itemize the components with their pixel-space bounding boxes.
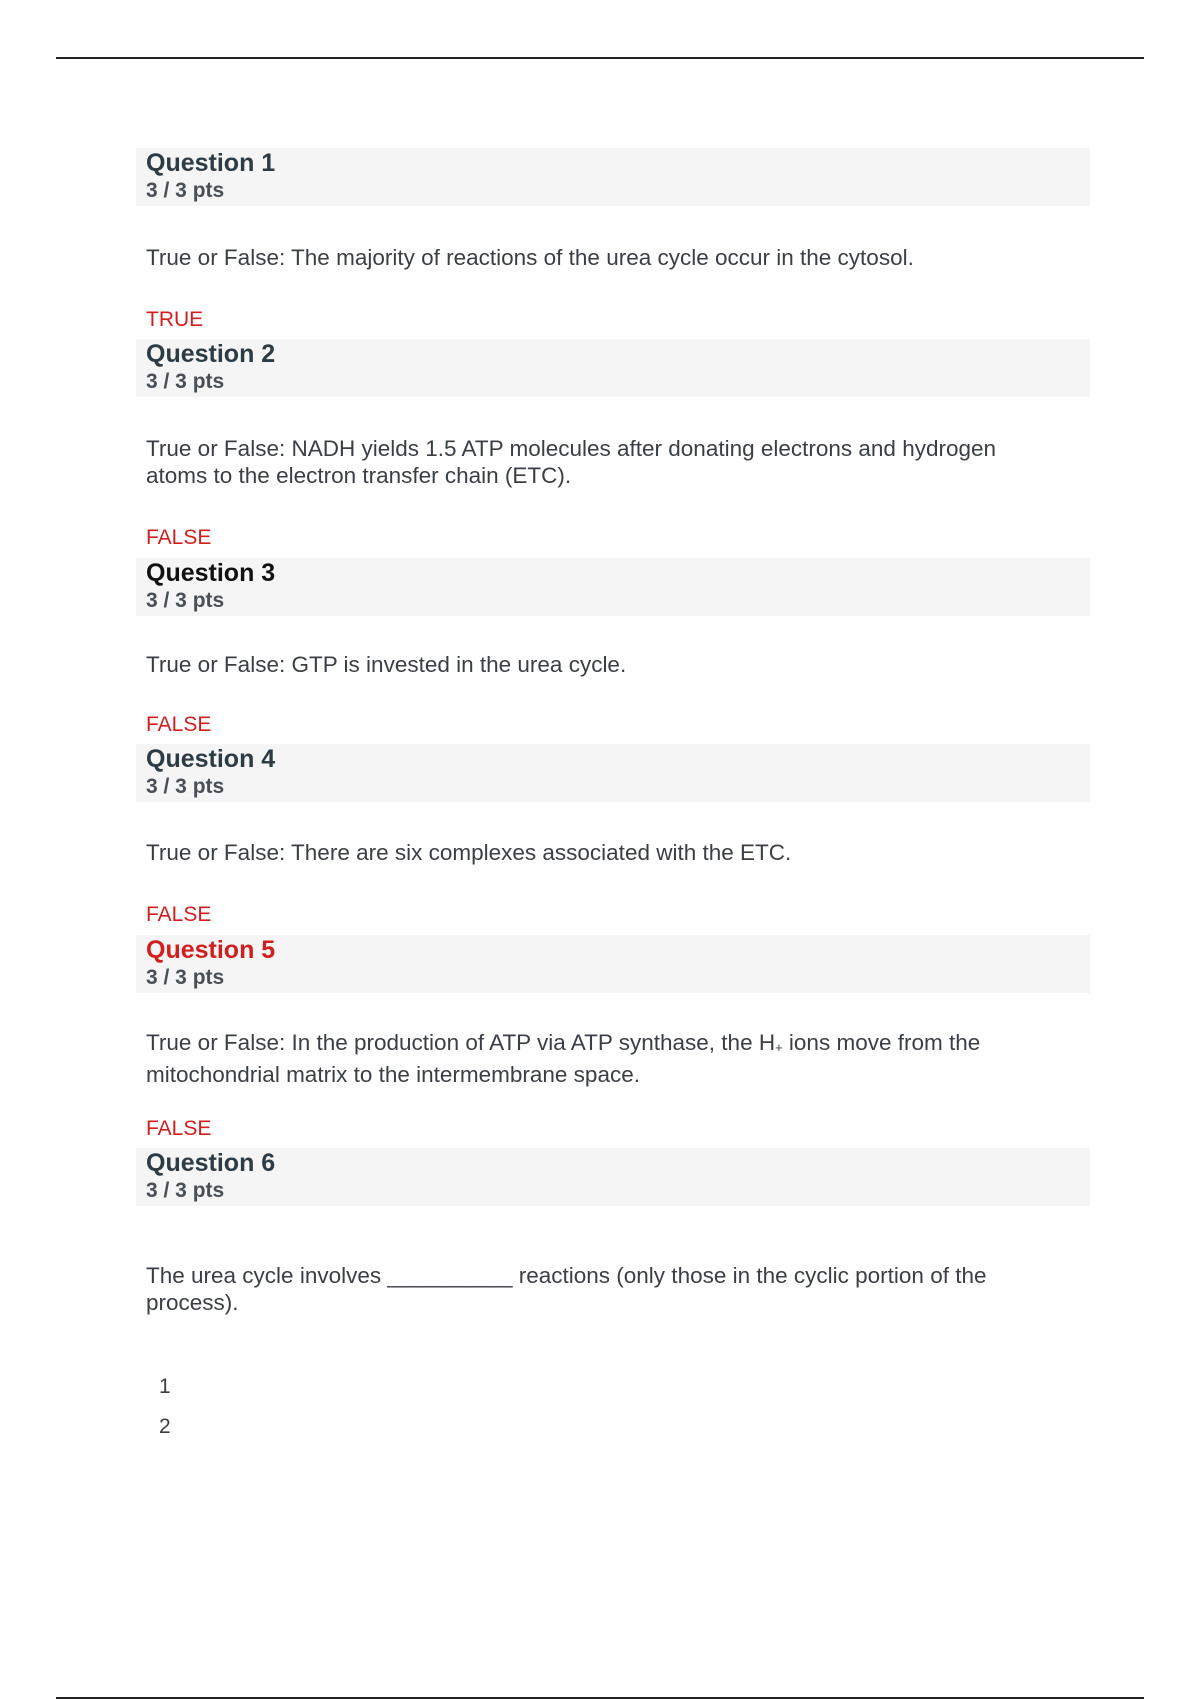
question-4-title: Question 4 (146, 745, 276, 773)
question-5-text-line-1-end: ions move from the (782, 1030, 981, 1055)
question-5-title: Question 5 (146, 936, 276, 964)
question-5-points: 3 / 3 pts (146, 966, 225, 989)
bottom-rule (56, 1697, 1144, 1699)
question-6-option-2[interactable]: 2 (159, 1415, 171, 1438)
question-1-text: True or False: The majority of reactions of the urea cycle occur in the cytosol. (146, 245, 914, 270)
question-2-text-line-2: atoms to the electron transfer chain (ETC). (146, 463, 572, 488)
question-3-text: True or False: GTP is invested in the urea cycle. (146, 652, 627, 677)
hydrogen-ion-plus: + (775, 1040, 783, 1055)
question-1-header (136, 148, 1090, 206)
question-2-points: 3 / 3 pts (146, 370, 225, 393)
question-4-header (136, 744, 1090, 802)
question-3-points: 3 / 3 pts (146, 589, 225, 612)
question-2-text (146, 435, 1086, 489)
top-rule (56, 57, 1144, 59)
question-5-text (146, 1029, 1086, 1088)
question-3-answer: FALSE (146, 713, 212, 736)
question-4-text: True or False: There are six complexes associated with the ETC. (146, 840, 792, 865)
question-3-title: Question 3 (146, 559, 276, 587)
question-2-text-line-1: True or False: NADH yields 1.5 ATP molecules after donating electrons and hydrogen (146, 436, 997, 461)
question-2-answer: FALSE (146, 526, 212, 549)
question-6-text-line-1: The urea cycle involves __________ reactions (only those in the cyclic portion of the (146, 1263, 987, 1288)
question-1-points: 3 / 3 pts (146, 179, 225, 202)
question-6-text-line-2: process). (146, 1290, 239, 1315)
question-5-text-line-1-start: True or False: In the production of ATP via ATP synthase, the H (146, 1030, 776, 1055)
question-1-title: Question 1 (146, 149, 276, 177)
question-2-header (136, 339, 1090, 397)
question-6-points: 3 / 3 pts (146, 1179, 225, 1202)
question-4-answer: FALSE (146, 903, 212, 926)
question-3-header (136, 558, 1090, 616)
question-6-text (146, 1262, 1086, 1316)
question-6-header (136, 1148, 1090, 1206)
question-2-title: Question 2 (146, 340, 276, 368)
question-4-points: 3 / 3 pts (146, 775, 225, 798)
question-6-title: Question 6 (146, 1149, 276, 1177)
question-5-header (136, 935, 1090, 993)
question-6-option-1[interactable]: 1 (159, 1375, 171, 1398)
question-1-answer: TRUE (146, 308, 204, 331)
question-5-answer: FALSE (146, 1117, 212, 1140)
question-5-text-line-2: mitochondrial matrix to the intermembrane space. (146, 1062, 640, 1087)
question-5-text-line-1 (146, 1029, 1086, 1061)
